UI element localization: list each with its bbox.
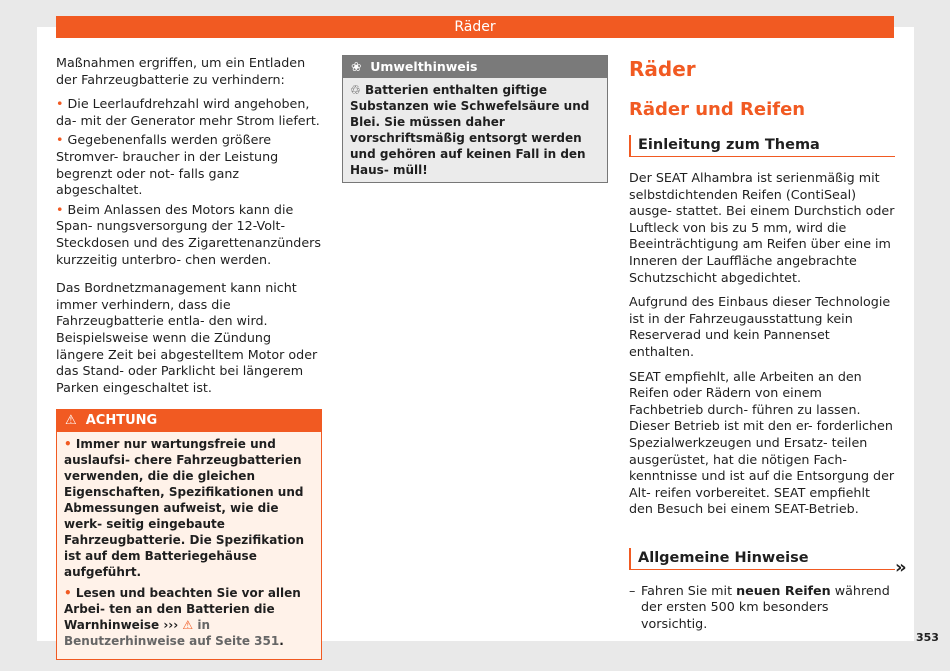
- warning-box: [56, 409, 322, 660]
- warning-item: • Immer nur wartungsfreie und auslaufsi- chere Fahrzeugbatterien verwenden, die die gleichen Eigenschaften, Spezifikationen und Abmessungen aufweist, wie die werk- seitig eingebaute Fahrzeugbatterie. Die Spezifikation ist auf dem Batteriegehäuse aufgeführt.: [64, 437, 304, 579]
- bullet-icon: •: [64, 437, 76, 452]
- body-paragraph: SEAT empfiehlt, alle Arbeiten an den Reifen oder Rädern von einem Fachbetrieb durch- führen zu lassen. Dieser Betrieb ist mit den er- forderlichen Spezialwerkzeugen und Ersatz- teilen ausgerüstet, hat die nötigen Fach- kenntnisse und ist auf die Entsorgung der Alt- reifen vorbereitet. SEAT empfiehlt den Besuch bei einem SEAT-Betrieb.: [629, 368, 895, 517]
- continue-arrow-icon: »: [895, 557, 907, 578]
- environment-note-body: [343, 78, 607, 182]
- column-right: [629, 55, 895, 633]
- body-paragraph: Der SEAT Alhambra ist serienmäßig mit selbstdichtenden Reifen (ContiSeal) ausge- stattet. Bei einem Durchstich oder Luftleck von bis zu 5 mm, wird die Beeinträchtigung am Reifen über eine im Inneren der Lauffläche angebrachte Schutzschicht abgedichtet.: [629, 170, 895, 285]
- bullet-icon: •: [64, 586, 76, 601]
- bullet-icon: •: [56, 96, 68, 112]
- body-paragraph: Das Bordnetzmanagement kann nicht immer verhindern, dass die Fahrzeugbatterie entla- den wird. Beispielsweise wenn die Zündung längere Zeit bei abgestelltem Motor oder das Stand- oder Parklicht bei längerem Parken eingeschaltet ist.: [56, 280, 318, 395]
- warning-item: • Lesen und beachten Sie vor allen Arbei- ten an den Batterien die Warnhinweise ››› ⚠ in Benutzerhinweise auf Seite 351.: [64, 586, 301, 649]
- bullet-item: • Beim Anlassen des Motors kann die Span- nungsversorgung der 12-Volt-Steckdosen und des Zigarettenanzünders kurzzeitig unterbro- chen werden.: [56, 201, 321, 267]
- section-title: Räder und Reifen: [629, 99, 806, 120]
- subsection-heading: Allgemeine Hinweise: [629, 548, 895, 570]
- bullet-item: • Die Leerlaufdrehzahl wird angehoben, da- mit der Generator mehr Strom liefert.: [56, 96, 320, 128]
- recycle-icon: ♲: [350, 83, 361, 97]
- bullet-icon: •: [56, 132, 68, 148]
- warning-body: [57, 432, 321, 659]
- cross-reference-link[interactable]: in Benutzerhinweise auf Seite 351: [64, 618, 280, 649]
- body-paragraph: Aufgrund des Einbaus dieser Technologie ist in der Fahrzeugausstattung kein Reserverad und kein Pannenset enthalten.: [629, 294, 891, 359]
- bullet-item: • Gegebenenfalls werden größere Stromver- braucher in der Leistung begrenzt oder not- falls ganz abgeschaltet.: [56, 132, 279, 198]
- column-middle: [342, 55, 608, 183]
- column-left: [56, 55, 322, 660]
- flower-icon: ❀: [351, 59, 362, 74]
- environment-note-header: [343, 56, 607, 78]
- environment-note-text: Batterien enthalten giftige Substanzen wie Schwefelsäure und Blei. Sie müssen daher vorschriftsmäßig entsorgt werden und gehören auf keinen Fall in den Haus- müll!: [350, 83, 590, 177]
- dash-marker: –: [629, 582, 636, 598]
- intro-text: Maßnahmen ergriffen, um ein Entladen der Fahrzeugbatterie zu verhindern:: [56, 55, 306, 87]
- environment-note-box: [342, 55, 608, 183]
- dash-list-item: [629, 583, 895, 633]
- chapter-title: Räder: [629, 57, 696, 81]
- dash-item-text: Fahren Sie mit neuen Reifen während der ersten 500 km besonders vorsichtig.: [641, 582, 890, 632]
- environment-note-title: Umwelthinweis: [370, 59, 478, 74]
- bullet-icon: •: [56, 201, 68, 217]
- warning-title: ACHTUNG: [85, 413, 158, 429]
- subsection-heading: Einleitung zum Thema: [629, 135, 895, 157]
- warning-header: [57, 410, 321, 432]
- warning-triangle-icon: ⚠: [65, 413, 77, 429]
- section-header: Räder: [56, 16, 894, 38]
- page-number: 353: [916, 631, 939, 644]
- warning-triangle-icon: ⚠: [182, 618, 194, 633]
